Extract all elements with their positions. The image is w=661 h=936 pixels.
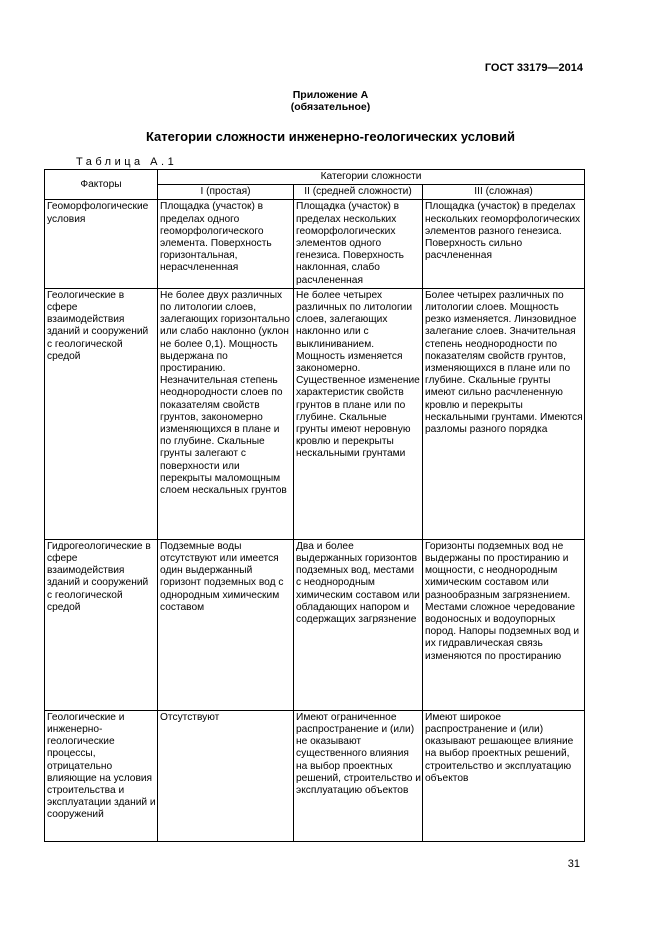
factor-cell: Геологические в сфере взаимодействия зданий и сооружений с геологической средой	[45, 288, 158, 539]
header-category-3: III (сложная)	[423, 185, 585, 200]
appendix-heading	[0, 89, 661, 113]
category-2-cell: Площадка (участок) в пределах нескольких геоморфологических элементов одного генезиса. Поверхность наклонная, слабо расчлененная	[294, 200, 423, 288]
table-row	[45, 539, 585, 710]
header-categories: Категории сложности	[158, 170, 585, 185]
category-3-cell: Площадка (участок) в пределах нескольких геоморфологических элементов разного генезиса. Поверхность сильно расчлененная	[423, 200, 585, 288]
category-2-cell: Не более четырех различных по литологии слоев, залегающих наклонно или с выклиниванием. Мощность изменяется закономерно. Существенное изменение характеристик свойств грунтов в плане или по глубине. Скальные грунты имеют неровную кровлю и перекрыты нескальными грунтами	[294, 288, 423, 539]
category-1-cell: Не более двух различных по литологии слоев, залегающих горизонтально или слабо наклонно (уклон не более 0,1). Мощность выдержана по простиранию. Незначительная степень неоднородности слоев по показателям свойств грунтов, закономерно изменяющихся в плане и по глубине. Скальные грунты залегают с поверхности или перекрыты маломощным слоем нескальных грунтов	[158, 288, 294, 539]
complexity-table	[44, 169, 585, 842]
table-row	[45, 288, 585, 539]
category-1-cell: Отсутствуют	[158, 710, 294, 841]
page-number: 31	[567, 858, 580, 870]
appendix-title: Приложение А	[292, 89, 369, 101]
table-caption: Таблица А.1	[76, 156, 178, 168]
category-1-cell: Площадка (участок) в пределах одного геоморфологического элемента. Поверхность горизонтальная, нерасчлененная	[158, 200, 294, 288]
category-3-cell: Более четырех различных по литологии слоев. Мощность резко изменяется. Линзовидное залегание слоев. Значительная степень неоднородности по показателям свойств грунтов, изменяющихся в плане или по глубине. Скальные грунты имеют сильно расчлененную кровлю и перекрыты нескальными грунтами. Имеются разломы разного порядка	[423, 288, 585, 539]
standard-number: ГОСТ 33179—2014	[484, 62, 583, 74]
header-factors: Факторы	[45, 170, 158, 200]
factor-cell: Геологические и инженерно-геологические процессы, отрицательно влияющие на условия строительства и эксплуатации зданий и сооружений	[45, 710, 158, 841]
category-3-cell: Горизонты подземных вод не выдержаны по простиранию и мощности, с неоднородным химическим составом или разнообразным загрязнением. Местами сложное чередование водоносных и водоупорных пород. Напоры подземных вод и их гидравлическая связь изменяются по простиранию	[423, 539, 585, 710]
factor-cell: Геоморфологические условия	[45, 200, 158, 288]
factor-cell: Гидрогеологические в сфере взаимодействия зданий и сооружений с геологической средой	[45, 539, 158, 710]
category-2-cell: Имеют ограниченное распространение и (или) не оказывают существенного влияния на выбор проектных решений, строительство и эксплуатацию объектов	[294, 710, 423, 841]
category-3-cell: Имеют широкое распространение и (или) оказывают решающее влияние на выбор проектных решений, строительство и эксплуатацию объектов	[423, 710, 585, 841]
category-1-cell: Подземные воды отсутствуют или имеется один выдержанный горизонт подземных вод с однородным химическим составом	[158, 539, 294, 710]
header-category-2: II (средней сложности)	[294, 185, 423, 200]
table-row	[45, 710, 585, 841]
table-row	[45, 200, 585, 288]
header-category-1: I (простая)	[158, 185, 294, 200]
category-2-cell: Два и более выдержанных горизонтов подземных вод, местами с неоднородным химическим составом или обладающих напором и содержащих загрязнение	[294, 539, 423, 710]
appendix-status: (обязательное)	[290, 101, 371, 113]
document-title: Категории сложности инженерно-геологических условий	[145, 129, 516, 144]
